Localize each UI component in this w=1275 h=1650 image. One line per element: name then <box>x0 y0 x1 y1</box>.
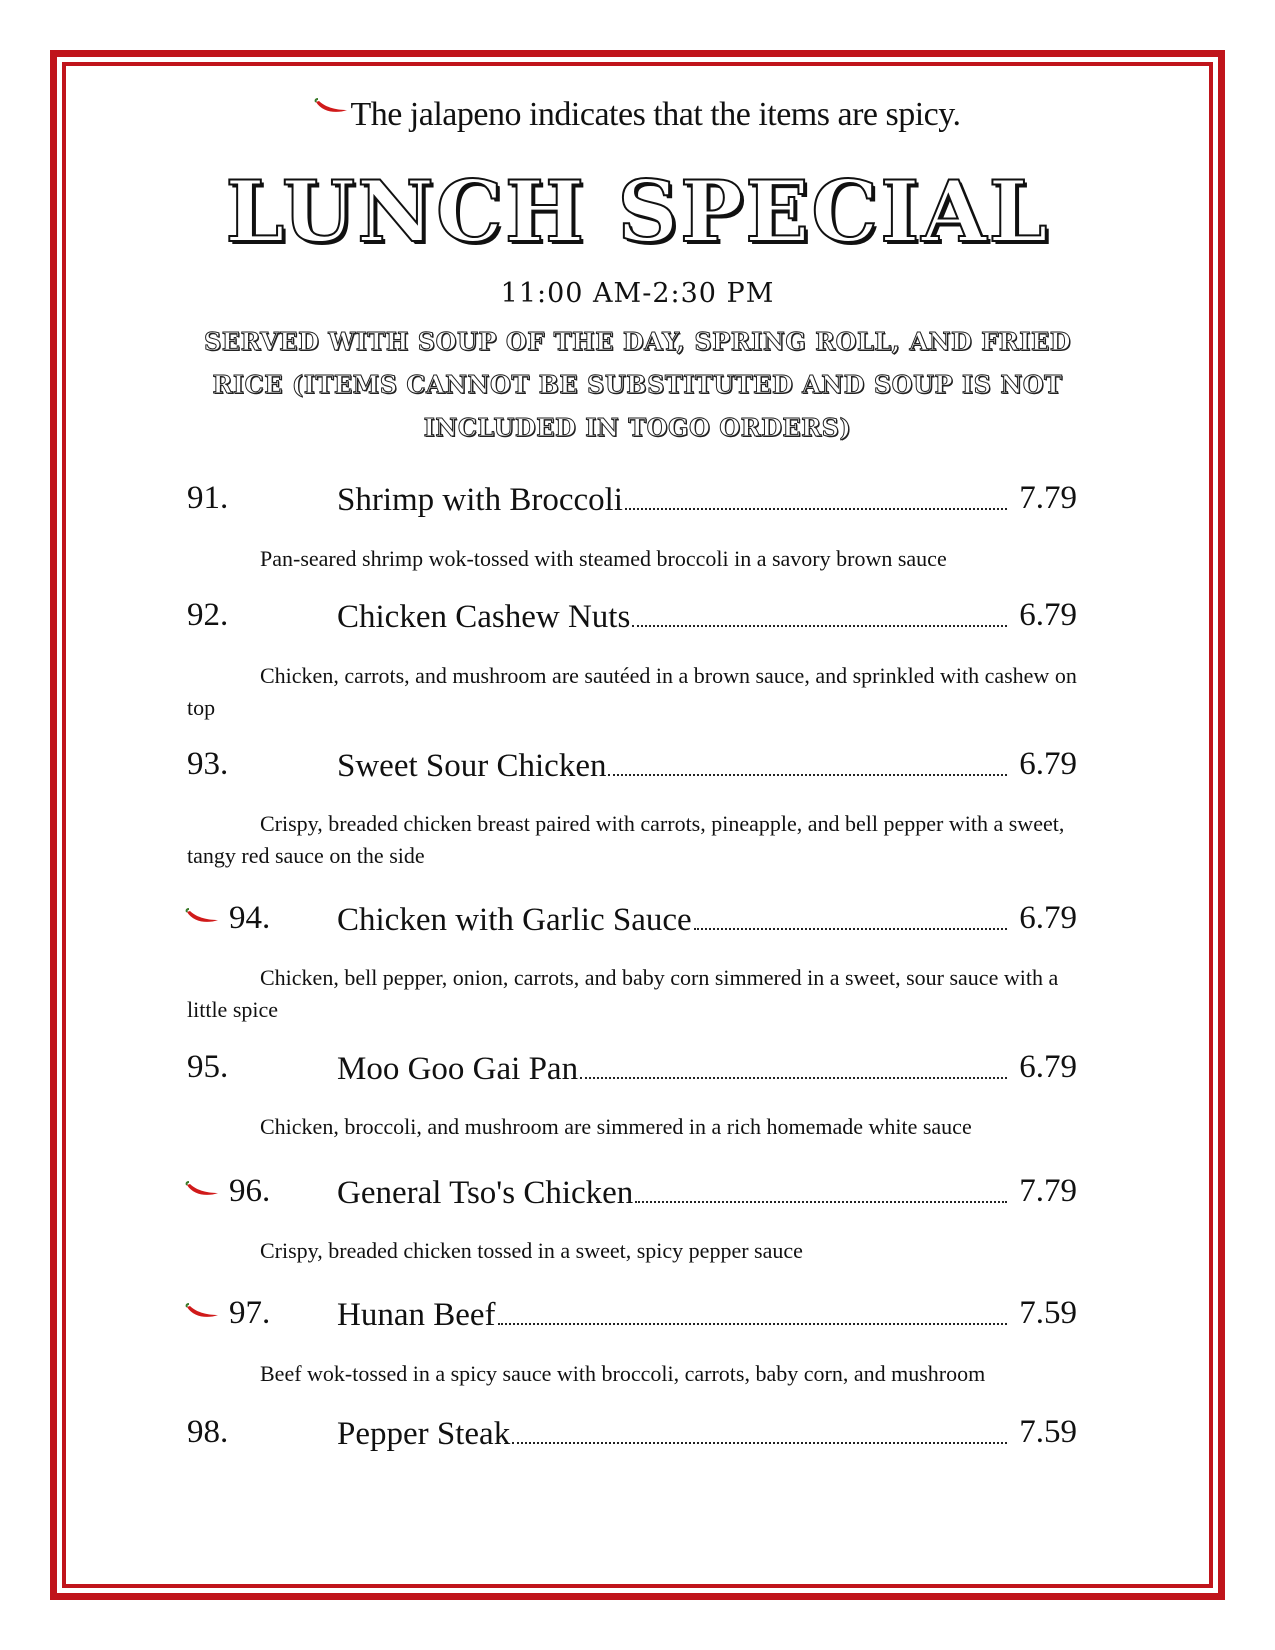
item-description: Crispy, breaded chicken tossed in a sweet, spicy pepper sauce <box>260 1238 803 1263</box>
item-name: Sweet Sour Chicken <box>337 748 607 784</box>
item-number-text: 96. <box>229 1173 271 1209</box>
menu-item-97 <box>187 1295 1077 1335</box>
item-number-text: 91. <box>187 480 229 516</box>
item-number-text: 95. <box>187 1049 229 1085</box>
dot-leader <box>580 1049 1007 1079</box>
item-name: Hunan Beef <box>337 1297 496 1333</box>
item-description: Chicken, carrots, and mushroom are sautéed in a brown sauce, and sprinkled with cashew on top <box>187 663 1077 720</box>
item-name-leader <box>337 597 1007 636</box>
menu-item-98 <box>187 1414 1077 1454</box>
item-number-text: 94. <box>229 900 271 936</box>
item-description: Chicken, bell pepper, onion, carrots, and baby corn simmered in a sweet, sour sauce with a little spice <box>187 965 1059 1022</box>
menu-item-92 <box>187 597 1077 637</box>
item-number <box>187 1414 327 1451</box>
item-name: Pepper Steak <box>337 1416 511 1452</box>
item-name: Chicken with Garlic Sauce <box>337 902 692 938</box>
item-price: 7.79 <box>1019 480 1077 516</box>
item-price: 7.79 <box>1019 1173 1077 1209</box>
page-title: LUNCH SPECIAL <box>225 162 1050 261</box>
item-name: Chicken Cashew Nuts <box>337 599 631 635</box>
item-price: 6.79 <box>1019 1049 1077 1085</box>
item-price: 6.79 <box>1019 900 1077 936</box>
item-name-leader <box>337 1173 1007 1212</box>
item-name-leader <box>337 1414 1007 1453</box>
item-number-text: 98. <box>187 1414 229 1450</box>
menu-item-95 <box>187 1049 1077 1089</box>
item-number <box>187 1049 327 1086</box>
menu-item-94 <box>187 900 1077 940</box>
legend-text: The jalapeno indicates that the items are spicy. <box>350 96 961 133</box>
item-price: 7.59 <box>1019 1414 1077 1450</box>
item-number-text: 97. <box>229 1295 271 1331</box>
item-price: 7.59 <box>1019 1295 1077 1331</box>
jalapeno-icon <box>185 908 219 926</box>
item-number-text: 92. <box>187 597 229 633</box>
item-description: Crispy, breaded chicken breast paired with carrots, pineapple, and bell pepper with a sweet, tangy red sauce on the side <box>187 811 1065 868</box>
item-name-leader <box>337 746 1007 785</box>
item-number <box>187 746 327 783</box>
dot-leader <box>498 1295 1007 1325</box>
item-name: Moo Goo Gai Pan <box>337 1051 579 1087</box>
dot-leader <box>512 1414 1007 1444</box>
item-price: 6.79 <box>1019 597 1077 633</box>
jalapeno-icon <box>314 98 348 116</box>
jalapeno-icon <box>185 1181 219 1199</box>
dot-leader <box>694 900 1007 930</box>
dot-leader <box>632 597 1007 627</box>
item-description: Pan-seared shrimp wok-tossed with steamed broccoli in a savory brown sauce <box>260 546 947 571</box>
lunch-hours: 11:00 AM-2:30 PM <box>500 278 775 309</box>
item-name-leader <box>337 480 1007 519</box>
dot-leader <box>635 1173 1007 1203</box>
item-price: 6.79 <box>1019 746 1077 782</box>
item-number <box>187 597 327 634</box>
item-name-leader <box>337 900 1007 939</box>
item-name-leader <box>337 1295 1007 1334</box>
menu-item-91 <box>187 480 1077 520</box>
menu-item-93 <box>187 746 1077 786</box>
item-name-leader <box>337 1049 1007 1088</box>
item-number <box>187 480 327 517</box>
jalapeno-icon <box>185 1303 219 1321</box>
spicy-legend <box>0 96 1275 134</box>
item-description: Chicken, broccoli, and mushroom are simmered in a rich homemade white sauce <box>260 1114 972 1139</box>
served-with-note: SERVED WITH SOUP OF THE DAY, SPRING ROLL, AND FRIED RICE (ITEMS CANNOT BE SUBSTITUTED AND SOUP IS NOT INCLUDED IN TOGO ORDERS) <box>203 327 1072 442</box>
item-name: Shrimp with Broccoli <box>337 482 623 518</box>
item-number-text: 93. <box>187 746 229 782</box>
dot-leader <box>625 480 1007 510</box>
menu-item-96 <box>187 1173 1077 1213</box>
dot-leader <box>608 746 1007 776</box>
item-description: Beef wok-tossed in a spicy sauce with broccoli, carrots, baby corn, and mushroom <box>260 1361 986 1386</box>
item-name: General Tso's Chicken <box>337 1175 634 1211</box>
